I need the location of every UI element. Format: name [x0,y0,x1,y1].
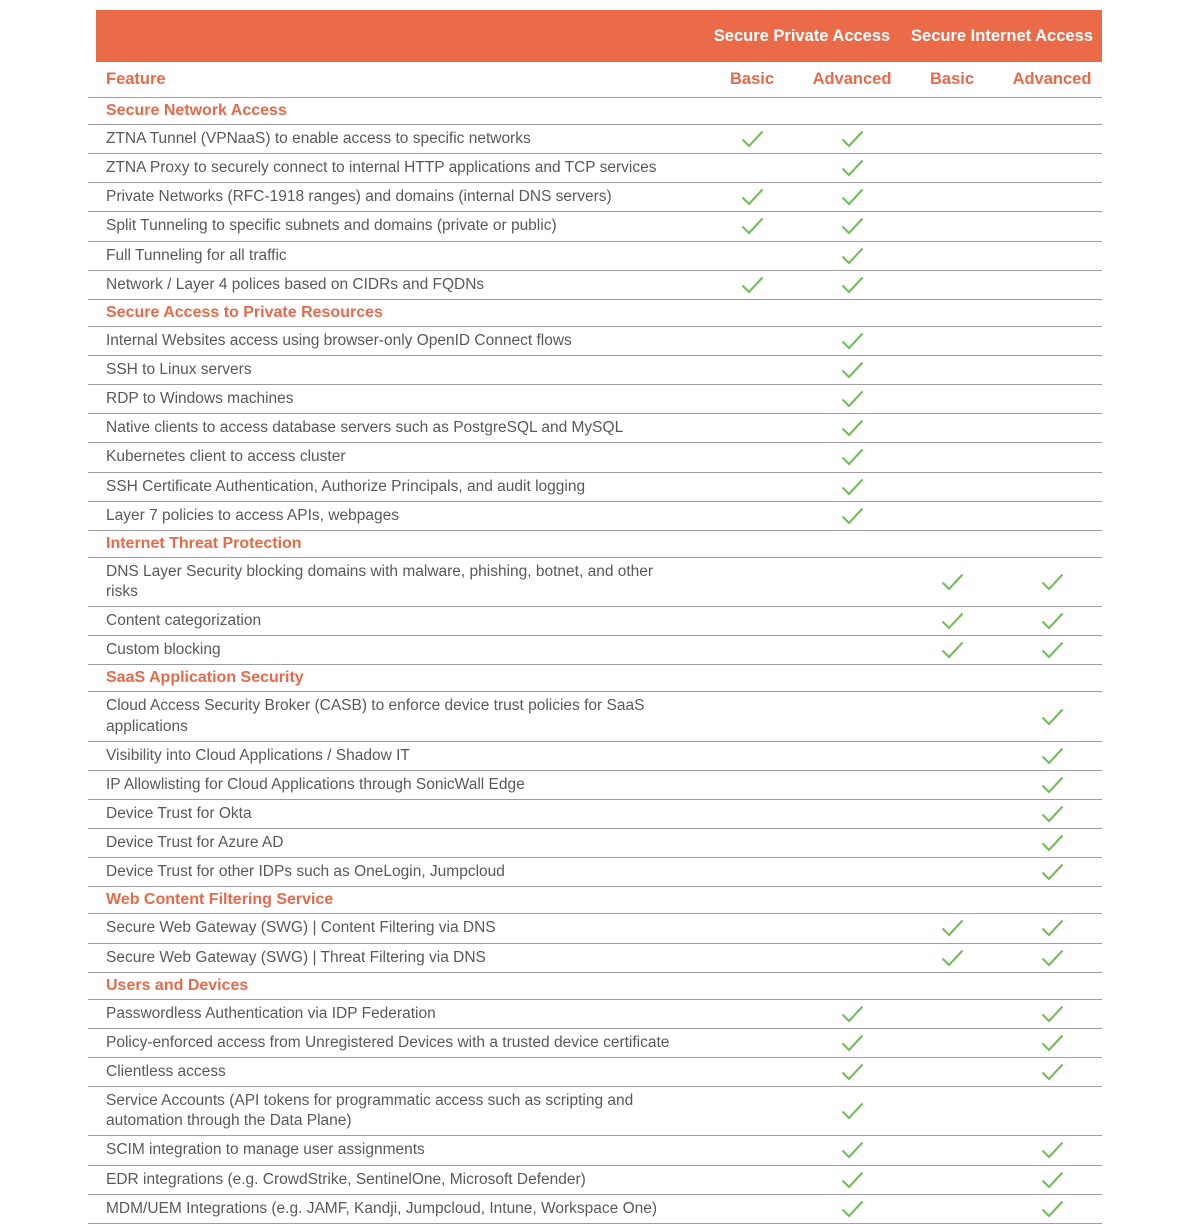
feature-cell: ZTNA Tunnel (VPNaaS) to enable access to specific networks [106,130,531,147]
check-icon [839,1140,866,1160]
feature-cell: Policy-enforced access from Unregistered Devices with a trusted device certificate [106,1033,670,1051]
check-cell [902,800,1002,828]
feature-cell: DNS Layer Security blocking domains with malware, phishing, botnet, and other risks [106,562,654,600]
table-banner [96,10,1102,62]
check-icon [939,572,966,592]
check-cell [802,944,902,972]
check-cell [1002,183,1102,211]
table-row [88,636,1102,665]
check-icon [1039,1170,1066,1190]
check-cell [702,800,802,828]
check-cell [1002,327,1102,355]
check-cell [1002,1136,1102,1164]
check-cell [802,558,902,606]
feature-cell: Device Trust for other IDPs such as OneLogin, Jumpcloud [106,863,505,881]
check-cell [702,356,802,384]
section-header-row [88,973,1102,1000]
check-icon [1039,746,1066,766]
check-cell [902,1058,1002,1086]
check-cell [902,154,1002,182]
section-header-row [88,531,1102,558]
check-icon [939,611,966,631]
check-cell [702,385,802,413]
check-cell [702,829,802,857]
check-icon [1039,1199,1066,1219]
check-cell [802,1195,902,1223]
feature-cell: Internal Websites access using browser-only OpenID Connect flows [106,331,572,349]
col-label-sia-advanced: Advanced [1012,70,1092,88]
table-row [88,1195,1102,1224]
feature-cell: SCIM integration to manage user assignments [106,1141,425,1159]
check-cell [802,1136,902,1164]
check-icon [1039,1062,1066,1082]
check-icon [1039,1140,1066,1160]
table-row [88,607,1102,636]
check-cell [702,944,802,972]
check-cell [702,742,802,770]
feature-cell: Service Accounts (API tokens for programmatic access such as scripting and automation through the Data Plane) [106,1092,634,1130]
check-cell [702,1195,802,1223]
feature-cell: SSH Certificate Authentication, Authorize Principals, and audit logging [106,477,586,495]
table-row [88,1058,1102,1087]
check-cell [1002,1058,1102,1086]
check-cell [1002,829,1102,857]
check-cell [902,944,1002,972]
check-icon [1039,918,1066,938]
check-cell [802,914,902,942]
check-cell [1002,800,1102,828]
check-icon [1039,804,1066,824]
check-icon [839,1170,866,1190]
check-icon [1039,707,1066,727]
check-cell [902,385,1002,413]
check-cell [902,473,1002,501]
feature-cell: Secure Web Gateway (SWG) | Threat Filtering via DNS [106,948,486,966]
table-row [88,385,1102,414]
section-title: Users and Devices [106,976,249,994]
check-icon [739,187,766,207]
check-cell [1002,443,1102,471]
check-cell [902,1087,1002,1135]
check-icon [839,187,866,207]
check-cell [702,125,802,153]
check-cell [902,1136,1002,1164]
check-cell [902,607,1002,635]
feature-cell: Layer 7 policies to access APIs, webpages [106,506,399,524]
check-cell [1002,1029,1102,1057]
check-icon [839,1033,866,1053]
check-cell [702,914,802,942]
feature-cell: Full Tunneling for all traffic [106,246,287,264]
check-icon [1039,1004,1066,1024]
feature-cell: IP Allowlisting for Cloud Applications through SonicWall Edge [106,775,525,793]
check-icon [839,1199,866,1219]
check-cell [702,1058,802,1086]
check-cell [802,1029,902,1057]
check-cell [1002,502,1102,530]
check-cell [1002,1195,1102,1223]
check-cell [1002,636,1102,664]
check-icon [839,418,866,438]
check-cell [802,742,902,770]
table-row [88,125,1102,154]
check-cell [702,636,802,664]
check-icon [839,1004,866,1024]
check-cell [702,692,802,740]
check-cell [902,914,1002,942]
check-icon [839,275,866,295]
check-cell [902,858,1002,886]
feature-cell: SSH to Linux servers [106,360,252,378]
check-cell [802,1058,902,1086]
feature-column-label: Feature [106,70,166,88]
check-cell [902,636,1002,664]
feature-cell: Native clients to access database servers such as PostgreSQL and MySQL [106,419,624,437]
group-header-secure-private-access: Secure Private Access [713,26,891,45]
check-cell [902,1166,1002,1194]
check-cell [702,473,802,501]
check-cell [1002,1000,1102,1028]
check-cell [1002,414,1102,442]
check-cell [702,1166,802,1194]
check-icon [839,506,866,526]
table-row [88,692,1102,741]
check-cell [702,607,802,635]
section-title: Secure Network Access [106,102,287,119]
check-cell [1002,1087,1102,1135]
check-cell [702,183,802,211]
check-cell [1002,473,1102,501]
check-cell [902,502,1002,530]
check-icon [1039,833,1066,853]
check-cell [802,212,902,240]
section-header-row [88,665,1102,692]
check-icon [839,158,866,178]
section-title: Secure Access to Private Resources [106,303,383,321]
feature-cell: Device Trust for Okta [106,804,252,822]
check-cell [702,271,802,299]
check-icon [939,918,966,938]
table-row [88,502,1102,531]
feature-cell: EDR integrations (e.g. CrowdStrike, SentinelOne, Microsoft Defender) [106,1170,586,1188]
table-row [88,771,1102,800]
check-cell [702,443,802,471]
table-row [88,1166,1102,1195]
table-row [88,473,1102,502]
section-title: Internet Threat Protection [106,534,302,552]
check-cell [702,414,802,442]
check-icon [739,129,766,149]
feature-cell: MDM/UEM Integrations (e.g. JAMF, Kandji, Jumpcloud, Intune, Workspace One) [106,1199,658,1217]
table-row [88,800,1102,829]
check-cell [802,502,902,530]
table-row [88,1136,1102,1165]
check-icon [939,948,966,968]
feature-cell: Clientless access [106,1062,226,1080]
check-icon [839,360,866,380]
table-row [88,327,1102,356]
check-cell [902,1000,1002,1028]
check-cell [1002,385,1102,413]
section-title: Web Content Filtering Service [106,891,334,909]
table-row [88,1029,1102,1058]
table-row [88,1000,1102,1029]
feature-table-body [88,98,1102,1224]
check-cell [902,692,1002,740]
check-cell [702,154,802,182]
check-cell [1002,271,1102,299]
check-icon [939,640,966,660]
check-icon [739,275,766,295]
feature-cell: Cloud Access Security Broker (CASB) to enforce device trust policies for SaaS applications [106,697,645,735]
check-cell [802,183,902,211]
check-icon [1039,611,1066,631]
check-icon [1039,775,1066,795]
check-cell [802,414,902,442]
section-title: SaaS Application Security [106,669,304,687]
check-cell [902,327,1002,355]
check-cell [802,1166,902,1194]
check-cell [802,125,902,153]
table-row [88,1087,1102,1136]
check-cell [1002,125,1102,153]
check-cell [802,242,902,270]
check-cell [1002,558,1102,606]
check-cell [702,1087,802,1135]
table-row [88,558,1102,607]
check-icon [839,331,866,351]
group-header-secure-internet-access: Secure Internet Access [911,26,1093,45]
check-cell [1002,914,1102,942]
check-cell [802,607,902,635]
check-icon [1039,862,1066,882]
check-cell [902,125,1002,153]
table-row [88,356,1102,385]
table-row [88,414,1102,443]
check-icon [1039,640,1066,660]
column-header-row [88,62,1102,98]
check-cell [702,858,802,886]
check-cell [1002,154,1102,182]
table-row [88,271,1102,300]
col-label-sia-basic: Basic [929,70,975,88]
feature-cell: Passwordless Authentication via IDP Federation [106,1004,436,1022]
section-header-row [88,98,1102,125]
check-cell [702,771,802,799]
check-cell [702,1029,802,1057]
check-icon [839,447,866,467]
check-cell [902,212,1002,240]
check-cell [802,271,902,299]
check-cell [702,558,802,606]
check-cell [902,242,1002,270]
check-cell [802,858,902,886]
check-icon [839,216,866,236]
check-cell [902,742,1002,770]
check-cell [902,443,1002,471]
check-cell [802,473,902,501]
check-icon [1039,1033,1066,1053]
check-cell [802,154,902,182]
check-icon [1039,572,1066,592]
check-cell [702,242,802,270]
table-row [88,914,1102,943]
check-cell [802,771,902,799]
feature-cell: ZTNA Proxy to securely connect to internal HTTP applications and TCP services [106,159,657,177]
check-cell [702,502,802,530]
comparison-table [88,10,1102,1224]
col-label-spa-basic: Basic [729,70,775,88]
section-header-row [88,300,1102,327]
table-row [88,944,1102,973]
check-cell [802,327,902,355]
check-cell [902,558,1002,606]
table-row [88,154,1102,183]
check-cell [802,829,902,857]
check-cell [802,636,902,664]
col-label-spa-advanced: Advanced [812,70,892,88]
check-cell [1002,858,1102,886]
check-icon [839,246,866,266]
check-cell [802,385,902,413]
table-row [88,443,1102,472]
check-cell [1002,607,1102,635]
check-icon [739,216,766,236]
section-header-row [88,887,1102,914]
check-cell [902,356,1002,384]
table-row [88,183,1102,212]
check-cell [902,771,1002,799]
feature-cell: Secure Web Gateway (SWG) | Content Filtering via DNS [106,919,496,937]
check-icon [839,129,866,149]
table-row [88,858,1102,887]
check-icon [839,389,866,409]
check-cell [902,829,1002,857]
check-cell [902,414,1002,442]
table-row [88,242,1102,271]
check-cell [802,1000,902,1028]
feature-cell: Split Tunneling to specific subnets and domains (private or public) [106,217,557,235]
check-cell [702,212,802,240]
table-row [88,829,1102,858]
feature-cell: Network / Layer 4 polices based on CIDRs and FQDNs [106,275,485,293]
check-cell [802,356,902,384]
check-cell [1002,242,1102,270]
check-icon [839,1101,866,1121]
check-cell [1002,356,1102,384]
check-cell [1002,944,1102,972]
feature-cell: Content categorization [106,612,262,630]
check-cell [1002,212,1102,240]
check-icon [839,1062,866,1082]
check-cell [802,443,902,471]
feature-cell: Kubernetes client to access cluster [106,448,346,466]
feature-cell: RDP to Windows machines [106,390,294,408]
check-cell [1002,1166,1102,1194]
check-cell [702,1000,802,1028]
check-cell [802,692,902,740]
check-cell [902,271,1002,299]
feature-cell: Visibility into Cloud Applications / Shadow IT [106,746,410,764]
check-cell [902,183,1002,211]
feature-cell: Custom blocking [106,641,221,659]
check-cell [802,800,902,828]
check-cell [902,1195,1002,1223]
check-cell [702,327,802,355]
check-cell [1002,692,1102,740]
check-cell [902,1029,1002,1057]
check-cell [802,1087,902,1135]
table-row [88,742,1102,771]
check-cell [702,1136,802,1164]
table-row [88,212,1102,241]
check-cell [1002,742,1102,770]
check-icon [839,477,866,497]
feature-cell: Device Trust for Azure AD [106,834,284,852]
feature-cell: Private Networks (RFC-1918 ranges) and domains (internal DNS servers) [106,188,612,206]
check-icon [1039,948,1066,968]
check-cell [1002,771,1102,799]
